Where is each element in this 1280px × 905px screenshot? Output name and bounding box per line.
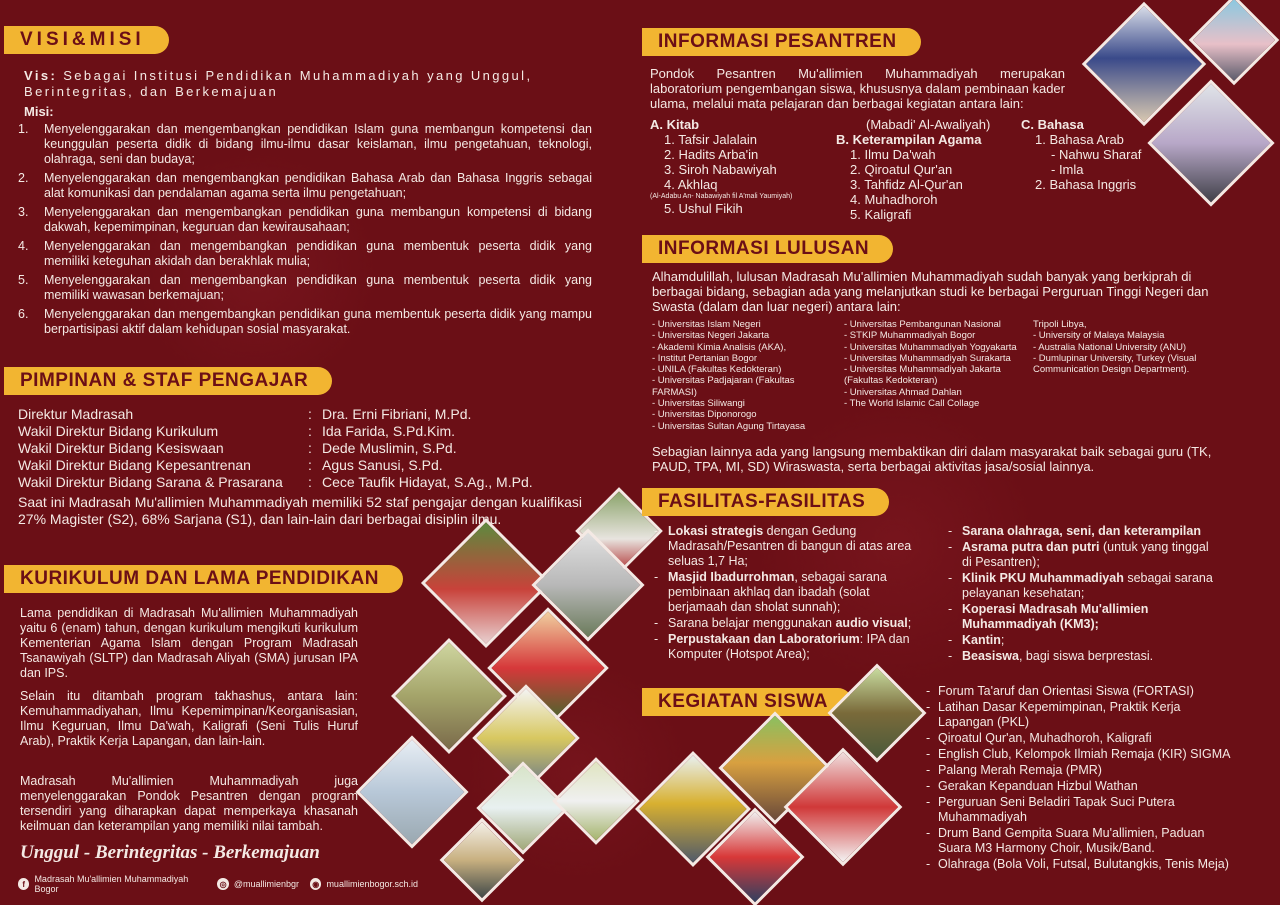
fasilitas-left-list — [654, 524, 926, 663]
bahasa-section — [1021, 117, 1151, 192]
fasilitas-item — [654, 524, 926, 569]
university-item: - Universitas Padjajaran (Fakultas FARMASI) — [652, 375, 795, 398]
fasilitas-bold: Masjid Ibadurrohman — [668, 570, 795, 584]
fasilitas-bold: Koperasi Madrasah Mu'allimien Muhammadiyah (KM3); — [962, 602, 1149, 631]
misi-item — [18, 122, 592, 167]
misi-item — [18, 273, 592, 303]
fasilitas-item — [948, 571, 1220, 601]
pimpinan-name: Dra. Erni Fibriani, M.Pd. — [322, 406, 472, 422]
lulusan-col-1 — [652, 319, 842, 432]
misi-text: Menyelenggarakan dan mengembangkan pendidikan guna membangun kompetensi di bidang dakwah, kepemimpinan, keguruan dan kewirausahaan; — [44, 205, 592, 234]
kurikulum-p3: Madrasah Mu'allimien Muhammadiyah juga menyelenggarakan Pondok Pesantren dengan program tersendiri yang diharapkan dapat memperkaya khasanah keilmuan dan keterampilan yang memiliki nilai tambah. — [20, 774, 358, 833]
pimpinan-role: Direktur Madrasah — [18, 406, 134, 422]
pimpinan-table — [18, 406, 588, 491]
kitab-item: 3. Siroh Nabawiyah — [664, 162, 777, 177]
bahasa-item: - Imla — [1051, 162, 1084, 177]
fasilitas-dash: - — [948, 540, 953, 554]
keterampilan-items — [836, 147, 1026, 222]
pimpinan-name: Cece Taufik Hidayat, S.Ag., M.Pd. — [322, 474, 533, 490]
fasilitas-text: : IPA dan Komputer (Hotspot Area); — [668, 632, 910, 661]
motto: Unggul - Berintegritas - Berkemajuan — [20, 842, 320, 863]
misi-item — [18, 205, 592, 235]
fasilitas-dash: - — [948, 602, 953, 616]
university-item: - Universitas Siliwangi — [652, 398, 745, 410]
fasilitas-item — [654, 570, 926, 615]
keterampilan-item: 3. Tahfidz Al-Qur'an — [850, 177, 963, 192]
kitab-item: 2. Hadits Arba'in — [664, 147, 759, 162]
fasilitas-bold: Perpustakaan dan Laboratorium — [668, 632, 860, 646]
pimpinan-name: Ida Farida, S.Pd.Kim. — [322, 423, 456, 439]
university-item: - Universitas Pembangunan Nasional — [844, 319, 1001, 330]
misi-number: 4. — [18, 239, 29, 253]
fasilitas-item — [948, 524, 1220, 539]
photo-students-pink — [1189, 0, 1280, 85]
misi-number: 6. — [18, 307, 29, 321]
pimpinan-row — [18, 474, 588, 491]
web-link[interactable]: muallimienbogor.sch.id — [326, 879, 418, 889]
fasilitas-item — [948, 540, 1220, 570]
misi-label: Misi: — [24, 104, 54, 119]
pimpinan-name: Agus Sanusi, S.Pd. — [322, 457, 443, 473]
misi-text: Menyelenggarakan dan mengembangkan pendidikan Islam guna membangun kompetensi dan keunggulan peserta didik di bidang ilmu-ilmu dasar keislaman, ilmu pengetahuan, teknologi, olahraga, seni dan budaya; — [44, 122, 592, 166]
fasilitas-bold: Kantin — [962, 633, 1001, 647]
photo-girls-group — [355, 735, 468, 848]
pimpinan-row — [18, 406, 588, 423]
pimpinan-role: Wakil Direktur Bidang Sarana & Prasarana — [18, 474, 283, 490]
kegiatan-item: - Latihan Dasar Kepemimpinan, Praktik Kerja Lapangan (PKL) — [924, 700, 1236, 730]
fasilitas-dash: - — [654, 524, 659, 538]
pimpinan-colon: : — [308, 457, 312, 473]
fasilitas-dash: - — [948, 649, 953, 663]
university-item: - Universitas Ahmad Dahlan — [844, 386, 962, 398]
fasilitas-item — [654, 632, 926, 662]
facebook-link[interactable]: Madrasah Mu'allimien Muhammadiyah Bogor — [34, 874, 189, 894]
keterampilan-item: 1. Ilmu Da'wah — [850, 147, 936, 162]
bahasa-item: - Nahwu Sharaf — [1051, 147, 1142, 162]
pimpinan-role: Wakil Direktur Bidang Kepesantrenan — [18, 457, 251, 473]
pimpinan-colon: : — [308, 440, 312, 456]
kitab-item-5: 5. Ushul Fikih — [664, 201, 743, 216]
lulusan-header: INFORMASI LULUSAN — [648, 235, 893, 263]
kegiatan-header: KEGIATAN SISWA — [648, 688, 852, 716]
university-item: - Institut Pertanian Bogor — [652, 352, 758, 364]
keterampilan-item: 4. Muhadhoroh — [850, 192, 938, 207]
kegiatan-item: - Olahraga (Bola Voli, Futsal, Bulutangkis, Tenis Meja) — [924, 857, 1236, 872]
keterampilan-item: 2. Qiroatul Qur'an — [850, 162, 953, 177]
kegiatan-item: - Drum Band Gempita Suara Mu'allimien, Paduan Suara M3 Harmony Choir, Musik/Band. — [924, 826, 1236, 856]
kegiatan-item: - Qiroatul Qur'an, Muhadhoroh, Kaligrafi — [924, 731, 1236, 746]
misi-text: Menyelenggarakan dan mengembangkan pendidikan guna membentuk peserta didik yang memiliki keteguhan akidah dan berakhlak mulia; — [44, 239, 592, 268]
kegiatan-item: - Gerakan Kepanduan Hizbul Wathan — [924, 779, 1236, 794]
misi-text: Menyelenggarakan dan mengembangkan pendidikan Bahasa Arab dan Bahasa Inggris sebagai alat komunikasi dan pendalaman agama serta ilmu pengetahuan; — [44, 171, 592, 200]
kitab-note: (Al-Adabu An- Nabawiyah fil A'mali Yaumiyah) — [650, 193, 793, 200]
fasilitas-item — [948, 649, 1220, 664]
fasilitas-text: , sebagai sarana pembinaan akhlaq dan ibadah (solat berjamaah dan sholat sunnah); — [668, 570, 887, 614]
university-item: - The World Islamic Call Collage — [844, 398, 980, 410]
pimpinan-colon: : — [308, 474, 312, 490]
pimpinan-header: PIMPINAN & STAF PENGAJAR — [10, 367, 332, 395]
visi-label: Vis: — [24, 68, 58, 83]
university-item: - Universitas Sultan Agung Tirtayasa — [652, 420, 806, 432]
fasilitas-dash: - — [948, 524, 953, 538]
fasilitas-bold: Klinik PKU Muhammadiyah — [962, 571, 1124, 585]
kitab-items — [650, 132, 840, 192]
fasilitas-dash: - — [654, 632, 659, 646]
university-item: - Universitas Muhammadiyah Yogyakarta — [844, 341, 1017, 353]
lulusan-intro: Alhamdulillah, lulusan Madrasah Mu'allimien Muhammadiyah sudah banyak yang berkiprah di berbagai bidang, sebagian ada yang melanjutkan studi ke berbagai Perguruan Tinggi Negeri dan Swasta (dalam dan luar negeri) antara lain: — [652, 269, 1209, 314]
fasilitas-dash: - — [948, 633, 953, 647]
bahasa-item: 2. Bahasa Inggris — [1035, 177, 1137, 192]
kegiatan-item: - Palang Merah Remaja (PMR) — [924, 763, 1236, 778]
visi-content: Sebagai Institusi Pendidikan Muhammadiyah yang Unggul, Berintegritas, dan Berkemajuan — [24, 68, 533, 99]
university-item: - UNILA (Fakultas Kedokteran) — [652, 364, 782, 376]
keterampilan-section — [836, 117, 1026, 222]
fasilitas-header: FASILITAS-FASILITAS — [648, 488, 889, 516]
staf-text: Saat ini Madrasah Mu'allimien Muhammadiyah memiliki 52 staf pengajar dengan kualifikasi 27% Magister (S2), 68% Sarjana (S1), dan lain-lain dari berbagai disiplin ilmu. — [18, 494, 582, 527]
university-item: - Universitas Diponorogo — [652, 409, 757, 421]
fasilitas-text: , bagi siswa berprestasi. — [1018, 649, 1154, 663]
kurikulum-p2: Selain itu ditambah program takhashus, antara lain: Kemuhammadiyahan, Ilmu Kepemimpinan/Keorganisasian, Ilmu Keguruan, Ilmu Da'wah, Kaligrafi (Seni Tulis Huruf Arab), Praktik Kerja Lapangan, dan lain-lain. — [20, 689, 358, 748]
facebook-icon: f — [18, 878, 29, 890]
instagram-link[interactable]: @muallimienbgr — [233, 879, 299, 889]
fasilitas-bold: Beasiswa — [962, 649, 1019, 663]
fasilitas-bold: Asrama putra dan putri — [962, 540, 1100, 554]
informasi-intro: Pondok Pesantren Mu'allimien Muhammadiyah merupakan laboratorium pengembangan siswa, khususnya dalam pembinaan kader ulama, melalui mata pelajaran dan berbagai kegiatan antara lain: — [650, 66, 1065, 111]
university-item: - STKIP Muhammadiyah Bogor — [844, 330, 976, 342]
misi-number: 5. — [18, 273, 29, 287]
lulusan-col-3 — [1033, 319, 1223, 375]
pimpinan-row — [18, 440, 588, 457]
fasilitas-text: ; — [907, 616, 912, 630]
visi-text — [24, 68, 592, 100]
kitab-item: 1. Tafsir Jalalain — [664, 132, 757, 147]
pimpinan-colon: : — [308, 423, 312, 439]
misi-text: Menyelenggarakan dan mengembangkan pendidikan guna membentuk peserta didik yang mampu berpartisipasi aktif dalam kehidupan sosial masyarakat. — [44, 307, 592, 336]
university-item: - Dumlupinar University, Turkey (Visual Communication Design Department). — [1033, 352, 1197, 376]
kitab-section — [650, 117, 840, 216]
fasilitas-text: sebagai sarana pelayanan kesehatan; — [962, 571, 1213, 600]
misi-list — [18, 122, 592, 341]
university-item: - Universitas Muhammadiyah Surakarta — [844, 352, 1011, 364]
university-item: - Universitas Muhammadiyah Jakarta (Fakultas Kedokteran) — [844, 364, 1001, 387]
bahasa-title: C. Bahasa — [1021, 117, 1084, 132]
visi-misi-header: VISI&MISI — [10, 26, 169, 54]
misi-text: Menyelenggarakan dan mengembangkan pendidikan guna membentuk peserta didik yang memiliki wawasan berkemajuan; — [44, 273, 592, 302]
misi-number: 2. — [18, 171, 29, 185]
university-item: - Akademi Kimia Analisis (AKA), — [652, 341, 787, 353]
fasilitas-dash: - — [654, 570, 659, 584]
bahasa-item: 1. Bahasa Arab — [1035, 132, 1124, 147]
fasilitas-bold: Lokasi strategis — [668, 524, 764, 538]
informasi-header: INFORMASI PESANTREN — [648, 28, 921, 56]
kegiatan-item: - Perguruan Seni Beladiri Tapak Suci Putera Muhammadiyah — [924, 795, 1236, 825]
misi-item — [18, 239, 592, 269]
bahasa-items — [1021, 132, 1151, 192]
university-item: Tripoli Libya, — [1033, 319, 1087, 330]
pimpinan-row — [18, 423, 588, 440]
fasilitas-item — [654, 616, 926, 631]
mabadi-note: (Mabadi' Al-Awaliyah) — [866, 117, 991, 132]
web-icon: ◉ — [310, 878, 321, 890]
misi-number: 3. — [18, 205, 29, 219]
pimpinan-name: Dede Muslimin, S.Pd. — [322, 440, 457, 456]
fasilitas-dash: - — [948, 571, 953, 585]
fasilitas-item — [948, 602, 1220, 632]
pimpinan-row — [18, 457, 588, 474]
fasilitas-text: (untuk yang tinggal di Pesantren); — [962, 540, 1209, 569]
footer-social — [18, 874, 418, 894]
kitab-title: A. Kitab — [650, 117, 700, 132]
fasilitas-text: ; — [1000, 633, 1005, 647]
kegiatan-item: - English Club, Kelompok Ilmiah Remaja (KIR) SIGMA — [924, 747, 1236, 762]
fasilitas-item — [948, 633, 1220, 648]
fasilitas-text: dengan Gedung Madrasah/Pesantren di bangun di atas area seluas 1,7 Ha; — [668, 524, 912, 568]
pimpinan-role: Wakil Direktur Bidang Kurikulum — [18, 423, 219, 439]
keterampilan-title: B. Keterampilan Agama — [836, 132, 982, 147]
kegiatan-list — [924, 684, 1236, 873]
lulusan-outro: Sebagian lainnya ada yang langsung membaktikan diri dalam masyarakat baik sebagai guru (TK, PAUD, TPA, MI, SD) Wiraswasta, serta berbagai aktivitas jasa/sosial lainnya. — [652, 444, 1212, 474]
lulusan-col-2 — [844, 319, 1030, 409]
fasilitas-bold: audio visual — [835, 616, 908, 630]
fasilitas-right-list — [948, 524, 1220, 665]
misi-number: 1. — [18, 122, 29, 136]
fasilitas-dash: - — [654, 616, 659, 630]
kitab-item: 4. Akhlaq — [664, 177, 718, 192]
university-item: - Australia National University (ANU) — [1033, 341, 1187, 353]
kurikulum-header: KURIKULUM DAN LAMA PENDIDIKAN — [10, 565, 403, 593]
fasilitas-text: Sarana belajar menggunakan — [668, 616, 836, 630]
kegiatan-item: - Forum Ta'aruf dan Orientasi Siswa (FORTASI) — [924, 684, 1236, 699]
instagram-icon: ◎ — [217, 878, 228, 890]
misi-item — [18, 307, 592, 337]
university-item: - Universitas Negeri Jakarta — [652, 330, 770, 342]
fasilitas-bold: Sarana olahraga, seni, dan keterampilan — [962, 524, 1201, 538]
university-item: - University of Malaya Malaysia — [1033, 330, 1165, 342]
keterampilan-item: 5. Kaligrafi — [850, 207, 912, 222]
pimpinan-role: Wakil Direktur Bidang Kesiswaan — [18, 440, 224, 456]
kurikulum-p1: Lama pendidikan di Madrasah Mu'allimien Muhammadiyah yaitu 6 (enam) tahun, dengan kurikulum mengikuti kurikulum Kementerian Agama Islam dengan Program Madrasah Tsanawiyah (SLTP) dan Madrasah Aliyah (SMA) jurusan IPA dan IPS. — [20, 606, 358, 680]
university-item: - Universitas Islam Negeri — [652, 319, 761, 330]
photo-audience — [552, 757, 640, 845]
pimpinan-colon: : — [308, 406, 312, 422]
misi-item — [18, 171, 592, 201]
